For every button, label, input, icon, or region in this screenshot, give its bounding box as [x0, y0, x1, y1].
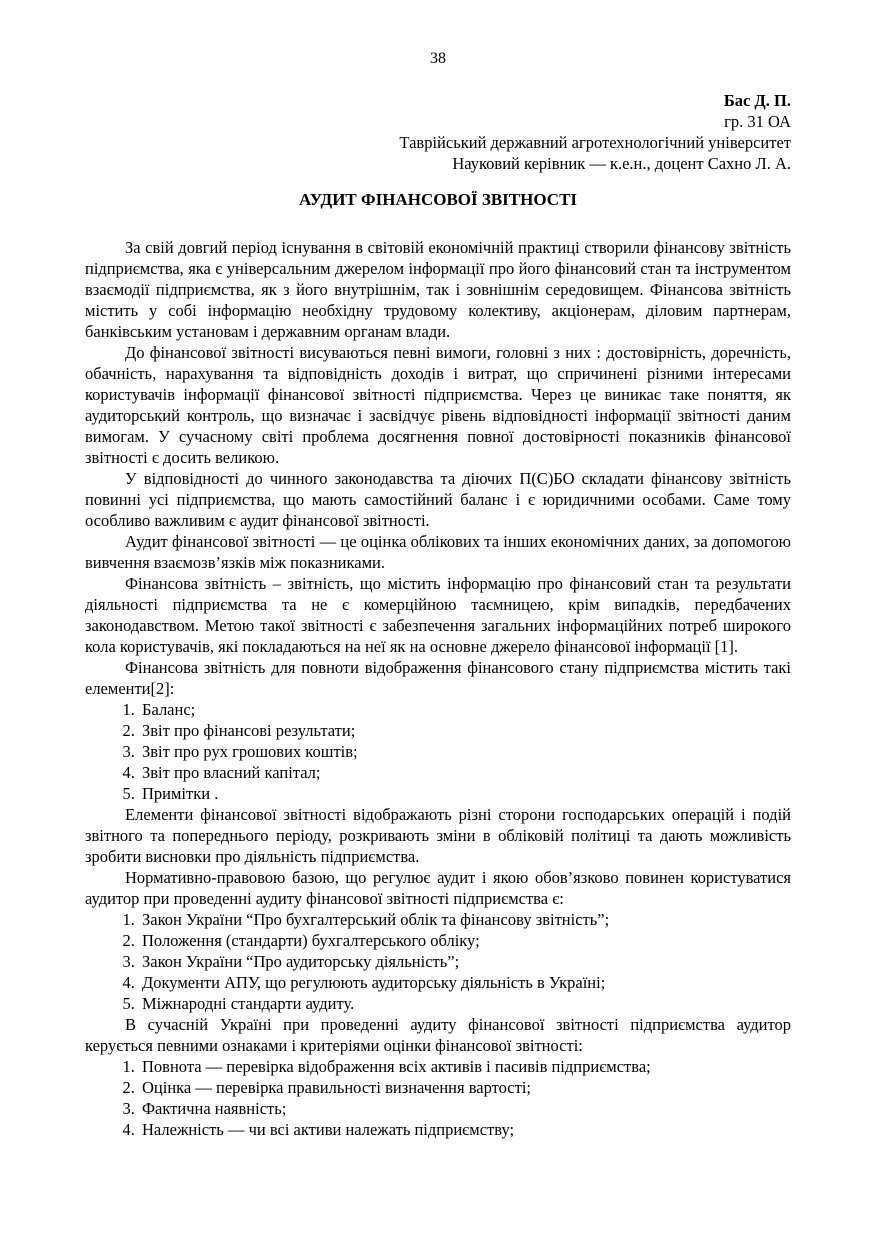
advisor-line: Науковий керівник — к.е.н., доцент Сахно Л. А.	[452, 154, 791, 173]
paragraph-requirements: До фінансової звітності висуваються певні вимоги, головні з них : достовірність, доречність, обачність, нарахування та відповідність доходів і витрат, що спричинені різними інтересами користувачів інформації фінансової звітності підприємства. Через це виникає таке поняття, як аудиторський контроль, що визначає і засвідчує рівень відповідності інформації звітності даним вимогам. У сучасному світі проблема досягнення повної достовірності показників фінансової звітності є досить великою.	[85, 343, 791, 467]
list-item: 3. Закон України “Про аудиторську діяльність”;	[139, 951, 791, 972]
list-item: 5. Міжнародні стандарти аудиту.	[139, 993, 791, 1014]
university-name: Таврійський державний агротехнологічний університет	[399, 133, 791, 152]
paragraph-normative-intro: Нормативно-правовою базою, що регулює аудит і якою обов’язково повинен користуватися аудитор при проведенні аудиту фінансової звітності підприємства є:	[85, 868, 791, 908]
normative-list	[85, 909, 791, 1014]
author-group: гр. 31 ОА	[724, 112, 791, 131]
list-item: 3. Фактична наявність;	[139, 1098, 791, 1119]
paragraph-intro: За свій довгий період існування в світовій економічній практиці створили фінансову звітність підприємства, яка є універсальним джерелом інформації про його фінансовий стан та інструментом взаємодії підприємства, як з його внутрішнім, так і зовнішнім середовищем. Фінансова звітність містить у собі інформацію необхідну трудовому колективу, акціонерам, діловим партнерам, банківським установам і державним органам влади.	[85, 238, 791, 341]
list-item: 3. Звіт про рух грошових коштів;	[139, 741, 791, 762]
list-item: 2. Звіт про фінансові результати;	[139, 720, 791, 741]
article-title: АУДИТ ФІНАНСОВОЇ ЗВІТНОСТІ	[298, 190, 578, 209]
paragraph-elements-intro: Фінансова звітність для повноти відображення фінансового стану підприємства містить такі елементи[2]:	[85, 658, 791, 698]
list-item: 2. Положення (стандарти) бухгалтерського обліку;	[139, 930, 791, 951]
list-item: 4. Належність — чи всі активи належать підприємству;	[139, 1119, 791, 1140]
page-number: 38	[430, 50, 446, 67]
list-item: 2. Оцінка — перевірка правильності визначення вартості;	[139, 1077, 791, 1098]
list-item: 1. Баланс;	[139, 699, 791, 720]
author-name: Бас Д. П.	[723, 91, 791, 110]
author-block	[85, 90, 791, 174]
paragraph-legislation: У відповідності до чинного законодавства та діючих П(С)БО складати фінансову звітність повинні усі підприємства, що мають самостійний баланс і є юридичними особами. Саме тому особливо важливим є аудит фінансової звітності.	[85, 469, 791, 530]
paragraph-audit-definition: Аудит фінансової звітності — це оцінка облікових та інших економічних даних, за допомогою вивчення взаємозв’язків між показниками.	[85, 532, 791, 572]
paragraph-criteria-intro: В сучасній Україні при проведенні аудиту фінансової звітності підприємства аудитор керується певними ознаками і критеріями оцінки фінансової звітності:	[85, 1015, 791, 1055]
list-item: 4. Документи АПУ, що регулюють аудиторську діяльність в Україні;	[139, 972, 791, 993]
list-item: 1. Повнота — перевірка відображення всіх активів і пасивів підприємства;	[139, 1056, 791, 1077]
paragraph-elements-explain: Елементи фінансової звітності відображають різні сторони господарських операцій і подій звітного та попереднього періоду, розкривають зміни в обліковій політиці та дають можливість зробити висновки про діяльність підприємства.	[85, 805, 791, 866]
criteria-list	[85, 1056, 791, 1140]
elements-list	[85, 699, 791, 804]
list-item: 4. Звіт про власний капітал;	[139, 762, 791, 783]
paragraph-reporting-definition: Фінансова звітність – звітність, що містить інформацію про фінансовий стан та результати діяльності підприємства та не є комерційною таємницею, крім випадків, передбачених законодавством. Метою такої звітності є забезпечення загальних інформаційних потреб широкого кола користувачів, які покладаються на неї як на основне джерело фінансової інформації [1].	[85, 574, 791, 656]
list-item: 5. Примітки .	[139, 783, 791, 804]
list-item: 1. Закон України “Про бухгалтерський облік та фінансову звітність”;	[139, 909, 791, 930]
article-body	[85, 237, 791, 1140]
